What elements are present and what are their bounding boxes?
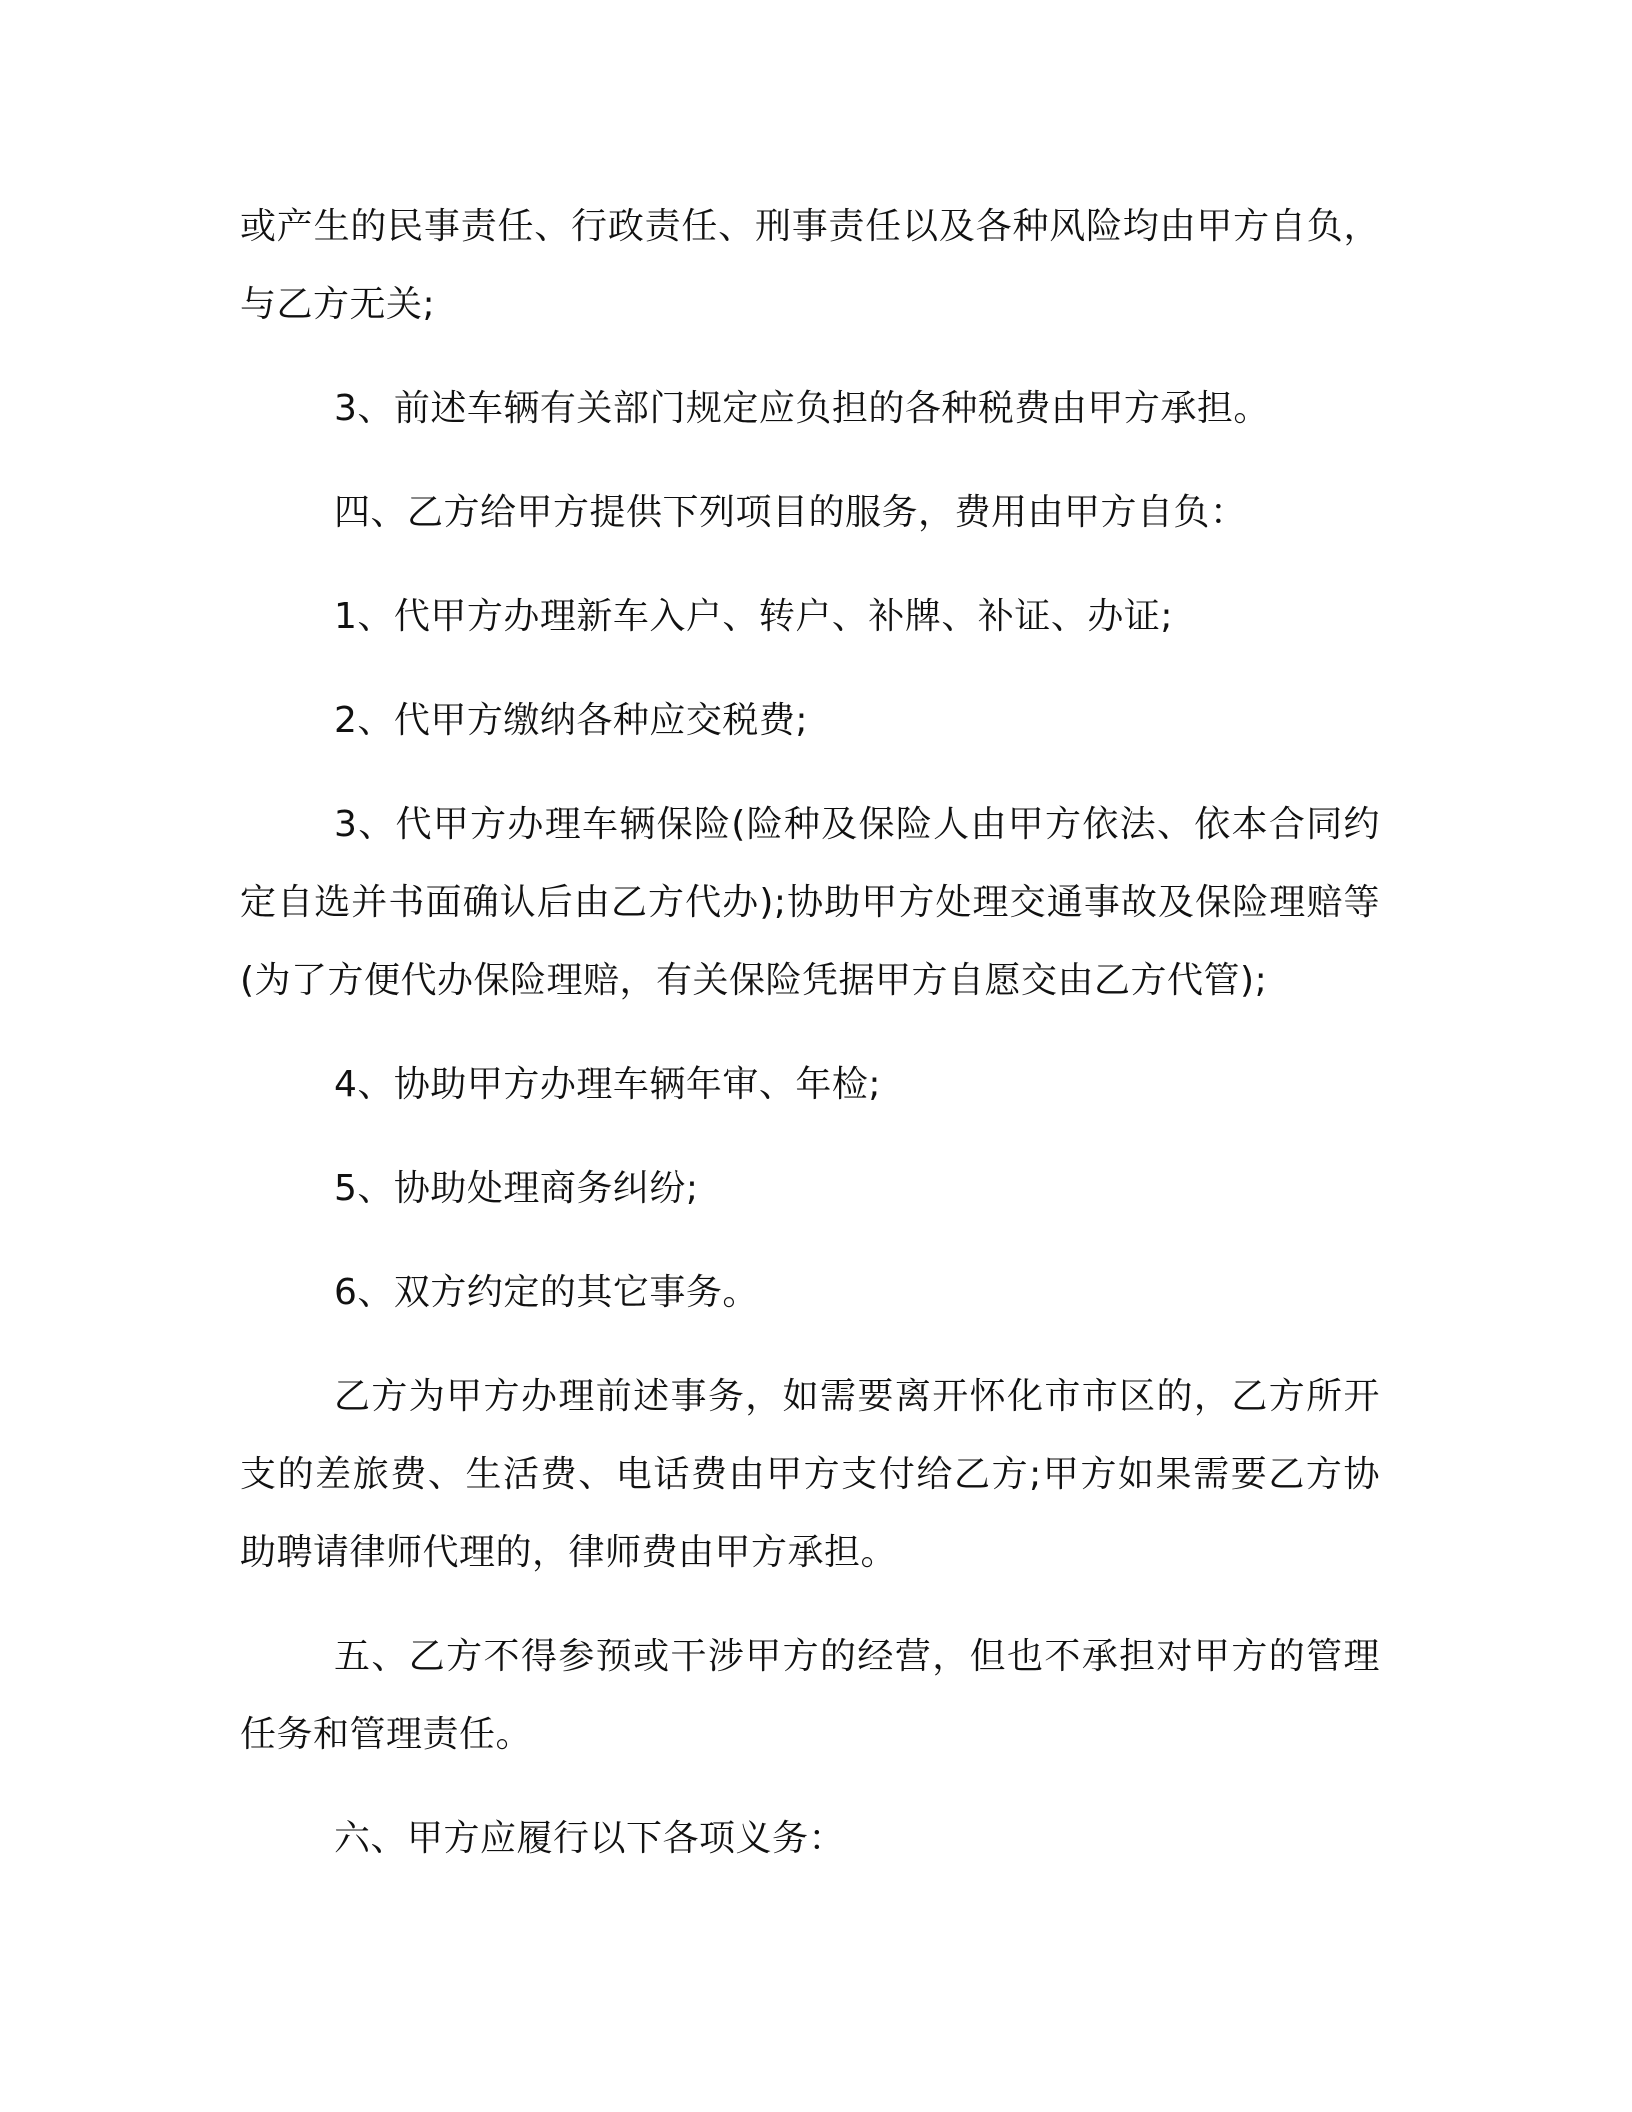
paragraph-service-4: 4、协助甲方办理车辆年审、年检; xyxy=(334,1064,882,1105)
paragraph-liability-continuation: 或产生的民事责任、行政责任、刑事责任以及各种风险均由甲方自负，与乙方无关; xyxy=(240,206,1380,325)
paragraph-service-3: 3、代甲方办理车辆保险(险种及保险人由甲方依法、依本合同约定自选并书面确认后由乙方代办);协助甲方处理交通事故及保险理赔等(为了方便代办保险理赔，有关保险凭据甲方自愿交由乙方代管); xyxy=(240,804,1380,1001)
paragraph-expenses: 乙方为甲方办理前述事务，如需要离开怀化市市区的，乙方所开支的差旅费、生活费、电话费由甲方支付给乙方;甲方如果需要乙方协助聘请律师代理的，律师费由甲方承担。 xyxy=(240,1376,1380,1573)
paragraph-service-1: 1、代甲方办理新车入户、转户、补牌、补证、办证; xyxy=(334,596,1174,637)
paragraph-service-5: 5、协助处理商务纠纷; xyxy=(334,1168,699,1209)
paragraph-section-6-heading: 六、甲方应履行以下各项义务： xyxy=(334,1818,846,1859)
paragraph-service-6: 6、双方约定的其它事务。 xyxy=(334,1272,759,1313)
paragraph-item-3-taxes: 3、前述车辆有关部门规定应负担的各种税费由甲方承担。 xyxy=(334,388,1270,429)
paragraph-section-4-heading: 四、乙方给甲方提供下列项目的服务，费用由甲方自负： xyxy=(334,492,1247,533)
paragraph-service-2: 2、代甲方缴纳各种应交税费; xyxy=(334,700,809,741)
paragraph-section-5: 五、乙方不得参预或干涉甲方的经营，但也不承担对甲方的管理任务和管理责任。 xyxy=(240,1636,1380,1755)
document-body xyxy=(240,188,1380,1878)
